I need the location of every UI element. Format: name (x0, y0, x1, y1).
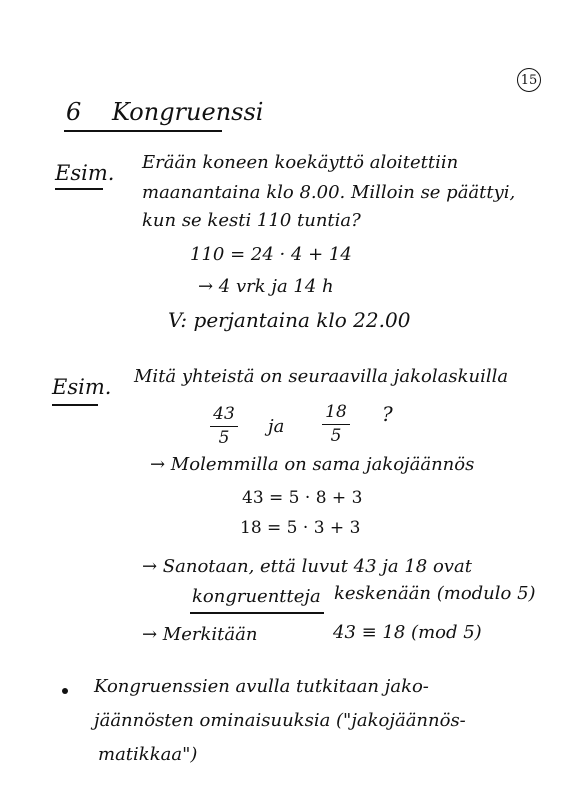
example2-label: Esim. (52, 375, 112, 399)
example1-line-3: kun se kesti 110 tuntia? (142, 210, 361, 231)
word-kongruentteja: kongruentteja (192, 586, 321, 607)
example1-label-underline (55, 188, 103, 190)
example1-line-2: maanantaina klo 8.00. Milloin se päättyi, (142, 182, 516, 203)
example1-line-1: Erään koneen koekäyttö aloitettiin (142, 152, 459, 173)
fraction-conjunction: ja (268, 416, 285, 437)
point-said-line-1: → Sanotaan, että luvut 43 ja 18 ovat (142, 556, 472, 577)
bullet-dot (62, 688, 68, 694)
heading-underline (64, 130, 222, 132)
bullet-line-1: Kongruenssien avulla tutkitaan jako- (94, 676, 429, 697)
point-notation-label: → Merkitään (142, 624, 258, 645)
example1-calc-2: → 4 vrk ja 14 h (198, 276, 334, 297)
fraction-1-bar (210, 426, 238, 427)
page-number: 15 (517, 68, 541, 92)
fraction-1-denominator: 5 (218, 428, 230, 449)
congruence-expression: 43 ≡ 18 (mod 5) (333, 622, 482, 643)
fraction-1-numerator: 43 (213, 404, 235, 424)
example1-answer: V: perjantaina klo 22.00 (168, 308, 411, 332)
fraction-43-over-5 (210, 406, 238, 447)
equation-43: 43 = 5 · 8 + 3 (242, 488, 363, 508)
example2-label-underline (52, 404, 98, 406)
example1-label: Esim. (55, 161, 115, 185)
heading-title: Kongruenssi (112, 98, 264, 126)
bullet-line-3: matikkaa") (98, 744, 198, 765)
heading-number: 6 (66, 98, 82, 126)
point-said-rest: keskenään (modulo 5) (334, 583, 536, 604)
point-same-remainder: → Molemmilla on sama jakojäännös (150, 454, 475, 475)
fraction-2-numerator: 18 (325, 402, 347, 422)
fraction-2-bar (322, 424, 350, 425)
question-mark: ? (382, 402, 393, 426)
example2-question: Mitä yhteistä on seuraavilla jakolaskuilla (134, 366, 509, 387)
bullet-line-2: jäännösten ominaisuuksia ("jakojäännös- (94, 710, 466, 731)
equation-18: 18 = 5 · 3 + 3 (240, 518, 361, 538)
example1-calc-1: 110 = 24 · 4 + 14 (190, 244, 352, 265)
kongruentteja-underline (190, 612, 324, 614)
fraction-18-over-5 (322, 404, 350, 445)
fraction-2-denominator: 5 (330, 426, 342, 447)
